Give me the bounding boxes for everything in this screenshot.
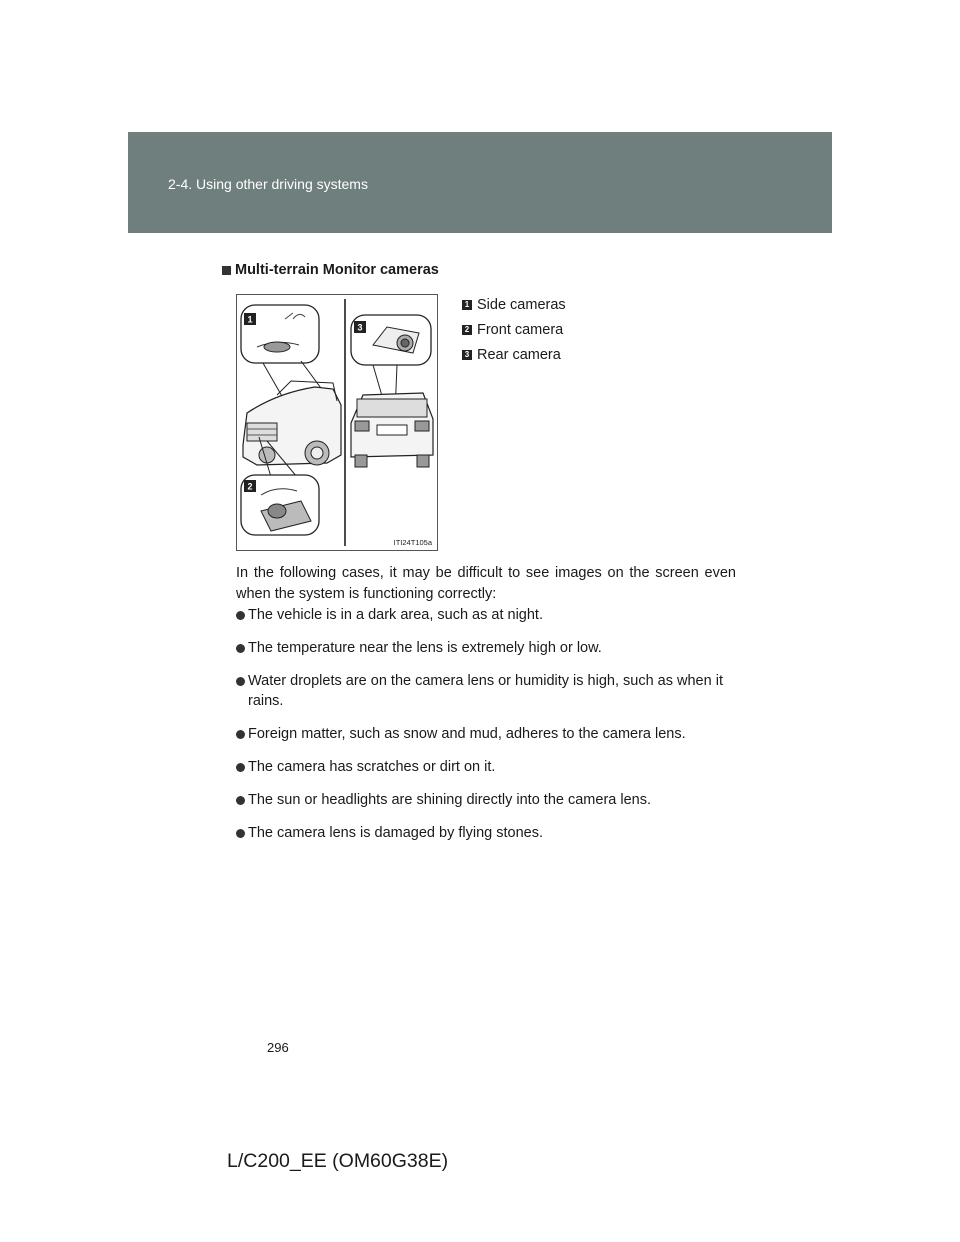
list-item [236, 823, 736, 843]
list-item [236, 638, 736, 658]
legend-item [462, 342, 566, 367]
square-bullet-icon [222, 266, 231, 275]
list-item [236, 790, 736, 810]
number-badge-icon: 3 [462, 350, 472, 360]
legend-label: Rear camera [477, 346, 561, 363]
chapter-header [128, 132, 832, 233]
legend-item [462, 292, 566, 317]
section-title-text: Multi-terrain Monitor cameras [235, 262, 439, 278]
list-item [236, 671, 736, 711]
legend-item [462, 317, 566, 342]
document-code: L/C200_EE (OM60G38E) [227, 1150, 449, 1172]
bullet-dot-icon [236, 796, 245, 805]
figure-label-3: 3 [357, 322, 363, 333]
number-badge-icon: 2 [462, 325, 472, 335]
number-badge-icon: 1 [462, 300, 472, 310]
figure-legend [462, 292, 566, 367]
legend-label: Side cameras [477, 296, 566, 313]
list-item [236, 724, 736, 744]
list-item-text: The camera lens is damaged by flying stones. [248, 825, 543, 841]
list-item-text: Water droplets are on the camera lens or humidity is high, such as when it rains. [248, 673, 723, 709]
section-heading [222, 262, 439, 278]
legend-label: Front camera [477, 321, 564, 338]
list-item-text: The temperature near the lens is extremely high or low. [248, 640, 602, 656]
chapter-title: 2-4. Using other driving systems [168, 176, 368, 192]
figure-label-2: 2 [247, 481, 253, 492]
intro-paragraph: In the following cases, it may be difficult to see images on the screen even when the system is functioning correctly: [236, 565, 736, 602]
bullet-dot-icon [236, 677, 245, 686]
bullet-dot-icon [236, 829, 245, 838]
bullet-dot-icon [236, 644, 245, 653]
figure-label-1: 1 [247, 314, 253, 325]
camera-illustration-drawing [237, 295, 437, 550]
page-number: 296 [267, 1040, 289, 1055]
figure-code: ITI24T105a [393, 538, 432, 547]
list-item [236, 757, 736, 777]
list-item-text: The sun or headlights are shining directly into the camera lens. [248, 792, 651, 808]
camera-illustration [236, 294, 438, 551]
list-item [236, 605, 736, 625]
bullet-list [236, 605, 736, 856]
list-item-text: The camera has scratches or dirt on it. [248, 759, 496, 775]
bullet-dot-icon [236, 730, 245, 739]
bullet-dot-icon [236, 763, 245, 772]
bullet-dot-icon [236, 611, 245, 620]
list-item-text: Foreign matter, such as snow and mud, adheres to the camera lens. [248, 726, 686, 742]
list-item-text: The vehicle is in a dark area, such as at night. [248, 607, 543, 623]
